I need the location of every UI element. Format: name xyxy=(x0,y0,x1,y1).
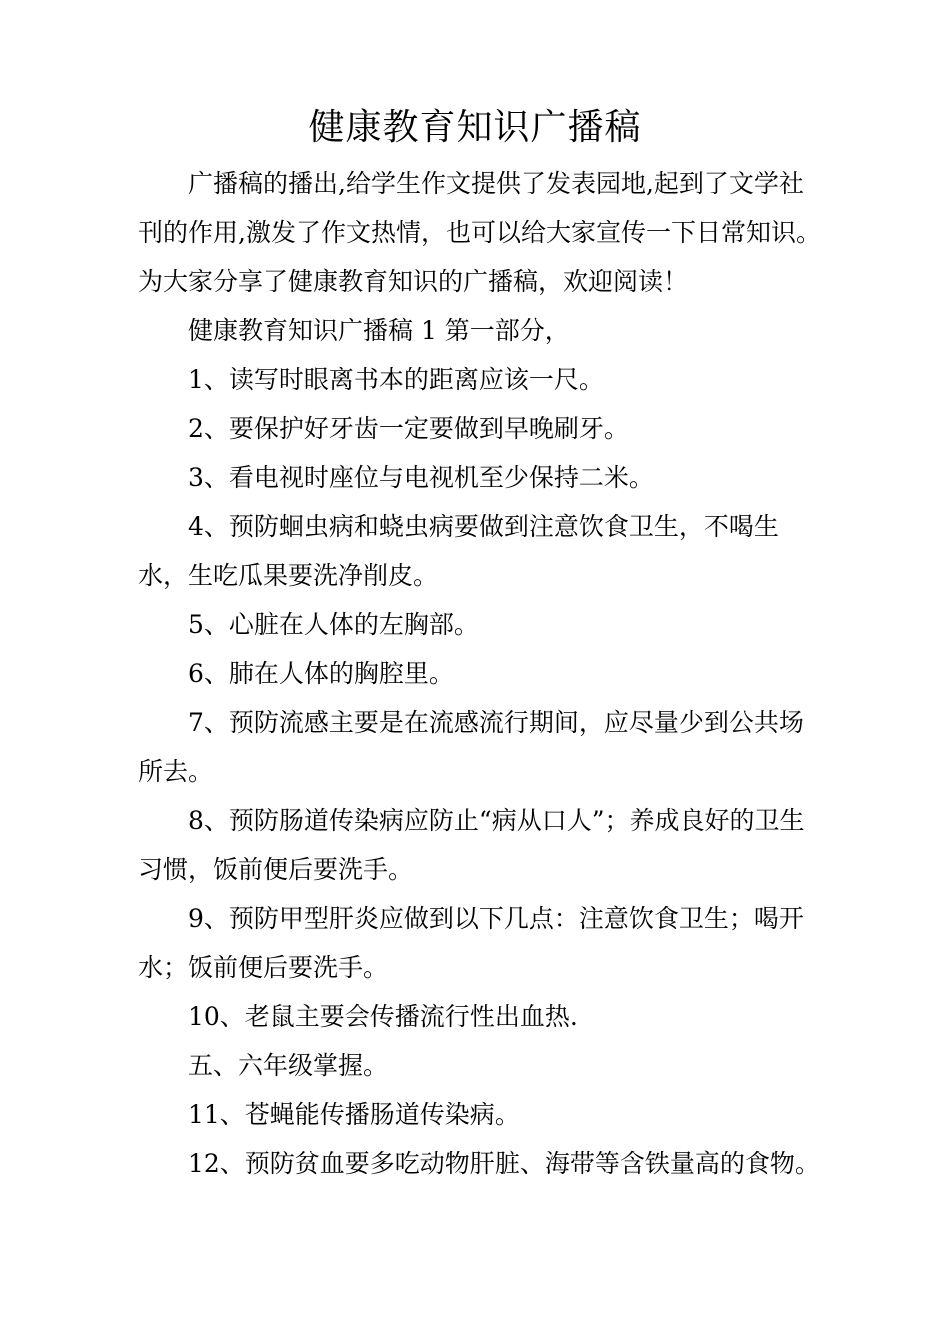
section-heading: 健康教育知识广播稿 1 第一部分， xyxy=(188,316,570,345)
intro-paragraph: 广播稿的播出,给学生作文提供了发表园地,起到了文学社刊的作用,激发了作文热情，也可以给大家宣传一下日常知识。为大家分享了健康教育知识的广播稿，欢迎阅读！ xyxy=(138,169,821,296)
list-item: 12、预防贫血要多吃动物肝脏、海带等含铁量高的食物。 xyxy=(188,1149,820,1178)
list-item: 4、预防蛔虫病和蛲虫病要做到注意饮食卫生，不喝生水，生吃瓜果要洗净削皮。 xyxy=(138,512,779,590)
list-item: 3、看电视时座位与电视机至少保持二米。 xyxy=(188,463,654,492)
list-item: 2、要保护好牙齿一定要做到早晚刷牙。 xyxy=(188,414,629,443)
list-item: 9、预防甲型肝炎应做到以下几点：注意饮食卫生；喝开水；饭前便后要洗手。 xyxy=(138,904,804,982)
document-body xyxy=(138,159,824,1188)
list-item: 1、读写时眼离书本的距离应该一尺。 xyxy=(188,365,604,394)
list-item: 8、预防肠道传染病应防止“病从口人”；养成良好的卫生习惯，饭前便后要洗手。 xyxy=(138,806,805,884)
document-title: 健康教育知识广播稿 xyxy=(308,107,642,148)
grade-note: 五、六年级掌握。 xyxy=(188,1051,389,1080)
list-item: 7、预防流感主要是在流感流行期间，应尽量少到公共场所去。 xyxy=(138,708,804,786)
list-item: 6、肺在人体的胸腔里。 xyxy=(188,659,454,688)
list-item: 11、苍蝇能传播肠道传染病。 xyxy=(188,1100,520,1129)
list-item: 10、老鼠主要会传播流行性出血热. xyxy=(188,1002,578,1031)
list-item: 5、心脏在人体的左胸部。 xyxy=(188,610,479,639)
